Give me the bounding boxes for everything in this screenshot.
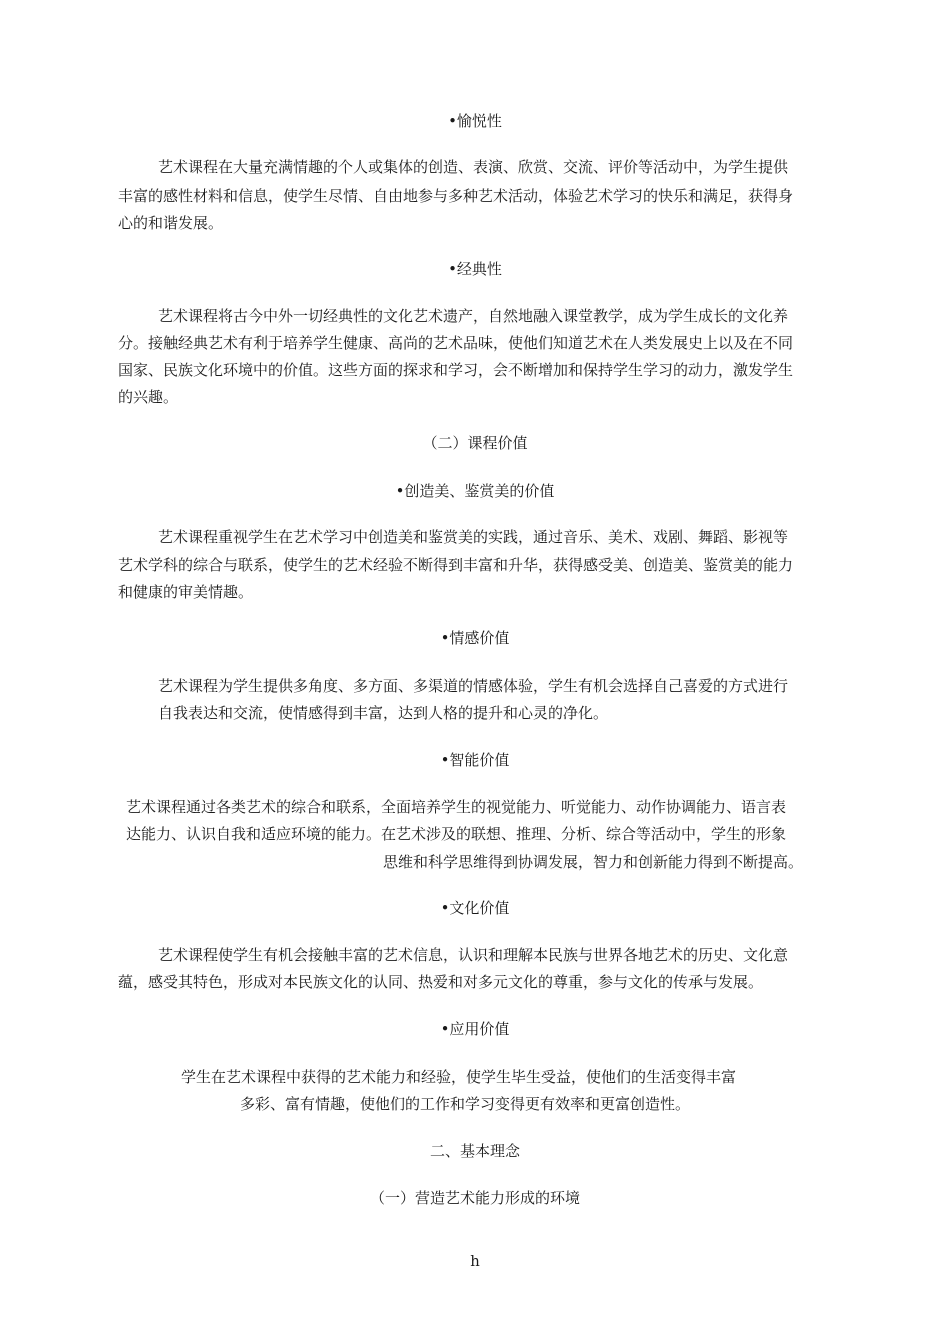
section-heading: •经典性	[448, 260, 502, 278]
section-heading: •情感价值	[440, 629, 510, 647]
section-heading: •智能价值	[440, 751, 510, 769]
paragraph-line: 自我表达和交流，使情感得到丰富，达到人格的提升和心灵的净化。	[158, 704, 609, 722]
paragraph-line: 艺术课程重视学生在艺术学习中创造美和鉴赏美的实践，通过音乐、美术、戏剧、舞蹈、影视等	[158, 528, 789, 546]
paragraph-line: 艺术课程为学生提供多角度、多方面、多渠道的情感体验，学生有机会选择自己喜爱的方式进行	[158, 677, 789, 695]
section-heading: •文化价值	[440, 899, 510, 917]
part-heading: 二、基本理念	[429, 1142, 520, 1160]
paragraph-line: 达能力、认识自我和适应环境的能力。在艺术涉及的联想、推理、分析、综合等活动中，学生的形象	[126, 825, 787, 843]
subsection-heading: （二）课程价值	[422, 434, 528, 452]
paragraph-line: 思维和科学思维得到协调发展，智力和创新能力得到不断提高。	[383, 853, 804, 871]
section-heading: •创造美、鉴赏美的价值	[395, 482, 555, 500]
paragraph-line: 心的和谐发展。	[118, 214, 224, 232]
paragraph-line: 艺术课程在大量充满情趣的个人或集体的创造、表演、欣赏、交流、评价等活动中，为学生提供	[158, 158, 789, 176]
paragraph-line: 国家、民族文化环境中的价值。这些方面的探求和学习，会不断增加和保持学生学习的动力，激发学生	[118, 361, 794, 379]
paragraph-line: 学生在艺术课程中获得的艺术能力和经验，使学生毕生受益，使他们的生活变得丰富	[181, 1068, 737, 1086]
paragraph-line: 艺术课程将古今中外一切经典性的文化艺术遗产，自然地融入课堂教学，成为学生成长的文化养	[158, 307, 789, 325]
section-heading: •应用价值	[440, 1020, 510, 1038]
paragraph-line: 丰富的感性材料和信息，使学生尽情、自由地参与多种艺术活动，体验艺术学习的快乐和满足，获得身	[118, 187, 794, 205]
page-number: h	[470, 1253, 480, 1270]
paragraph-line: 多彩、富有情趣，使他们的工作和学习变得更有效率和更富创造性。	[240, 1095, 691, 1113]
paragraph-line: 艺术学科的综合与联系，使学生的艺术经验不断得到丰富和升华，获得感受美、创造美、鉴赏美的能力	[118, 556, 794, 574]
paragraph-line: 的兴趣。	[118, 388, 179, 406]
subsection-heading: （一）营造艺术能力形成的环境	[369, 1189, 580, 1207]
paragraph-line: 艺术课程使学生有机会接触丰富的艺术信息，认识和理解本民族与世界各地艺术的历史、文化意	[158, 946, 789, 964]
paragraph-line: 分。接触经典艺术有利于培养学生健康、高尚的艺术品味，使他们知道艺术在人类发展史上以及在不同	[118, 334, 794, 352]
paragraph-line: 艺术课程通过各类艺术的综合和联系，全面培养学生的视觉能力、听觉能力、动作协调能力、语言表	[126, 798, 787, 816]
paragraph-line: 和健康的审美情趣。	[118, 583, 254, 601]
section-heading: •愉悦性	[448, 112, 502, 130]
paragraph-line: 蕴，感受其特色，形成对本民族文化的认同、热爱和对多元文化的尊重，参与文化的传承与发展。	[118, 973, 764, 991]
